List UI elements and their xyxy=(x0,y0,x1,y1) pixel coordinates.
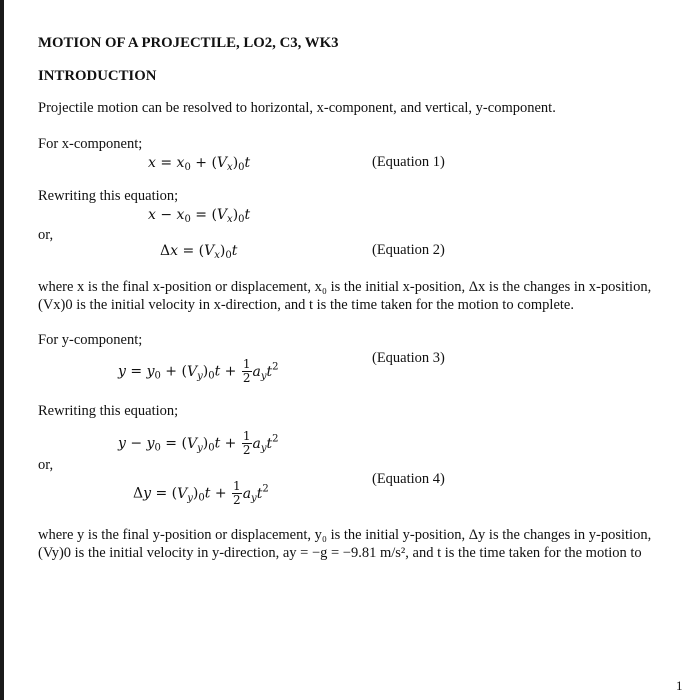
document-title: MOTION OF A PROJECTILE, LO2, C3, WK3 xyxy=(38,35,339,51)
equation-4-label: (Equation 4) xyxy=(372,471,445,487)
y-rewriting-text: Rewriting this equation; xyxy=(38,403,179,419)
page-border xyxy=(0,0,4,700)
y-component-label: For y-component; xyxy=(38,332,143,348)
equation-2: $\Delta x = (V_x)_0t$ xyxy=(160,243,238,261)
x-where-line-1: where x is the final x-position or displacement, x₀ is the initial x-position, Δx is the changes in x-position, xyxy=(38,279,652,295)
equation-3-rearranged: $y - y_0 = (V_y)_0t$ + $\frac{1}{2}$ $a_yt^2$ xyxy=(118,429,279,457)
equation-1-label: (Equation 1) xyxy=(372,154,445,170)
equation-1: $x = x_0 + (V_x)_0t$ xyxy=(148,155,251,173)
section-heading: INTRODUCTION xyxy=(38,68,157,84)
equation-3: $y = y_0 + (V_y)_0t$ + $\frac{1}{2}$ $a_yt^2$ xyxy=(118,357,279,385)
y-where-line-2: (Vy)0 is the initial velocity in y-direction, ay = −g = −9.81 m/s², and t is the time taken for the motion to xyxy=(38,545,642,561)
equation-4: $\Delta y = (V_y)_0t$ + $\frac{1}{2}$ $a_yt^2$ xyxy=(133,479,269,507)
y-where-line-1: where y is the final y-position or displacement, y₀ is the initial y-position, Δy is the changes in y-position, xyxy=(38,527,652,543)
x-or-text: or, xyxy=(38,227,54,243)
equation-1-rearranged: $x - x_0 = (V_x)_0t$ xyxy=(148,207,251,225)
equation-3-label: (Equation 3) xyxy=(372,350,445,366)
x-rewriting-text: Rewriting this equation; xyxy=(38,188,179,204)
x-component-label: For x-component; xyxy=(38,136,143,152)
intro-paragraph: Projectile motion can be resolved to horizontal, x-component, and vertical, y-component. xyxy=(38,100,556,116)
y-or-text: or, xyxy=(38,457,54,473)
page-number: 1 xyxy=(676,678,683,693)
equation-2-label: (Equation 2) xyxy=(372,242,445,258)
x-where-line-2: (Vx)0 is the initial velocity in x-direction, and t is the time taken for the motion to complete. xyxy=(38,297,574,313)
